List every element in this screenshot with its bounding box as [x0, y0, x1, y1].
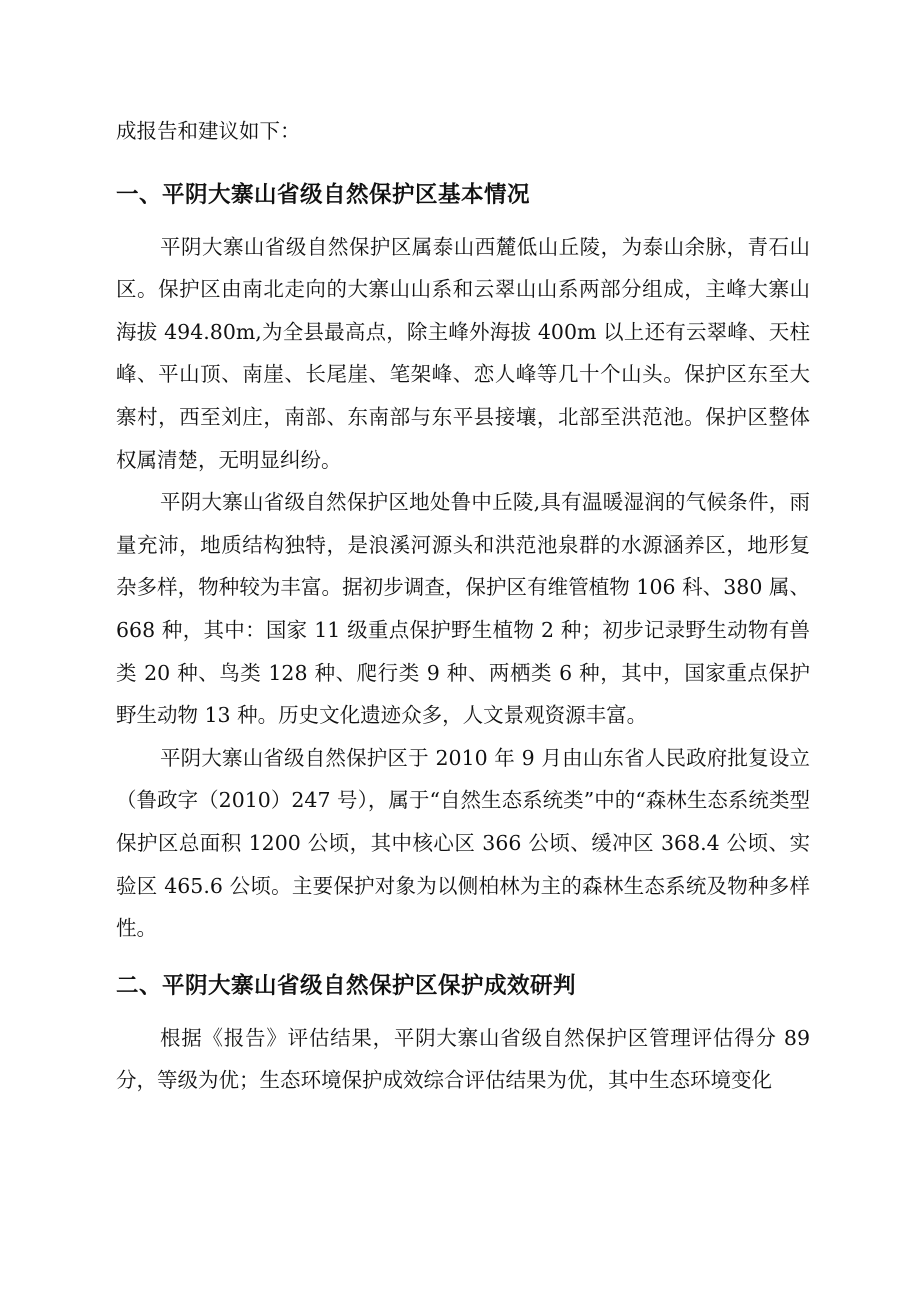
paragraph-establishment: 平阴大寨山省级自然保护区于 2010 年 9 月由山东省人民政府批复设立（鲁政字（2010）247 号），属于“自然生态系统类”中的“森林生态系统类型保护区总面积 1200 公顷，其中核心区 366 公顷、缓冲区 368.4 公顷、实验区 465.6 公顷。主要保护对象为以侧柏林为主的森林生态系统及物种多样性。 — [116, 745, 810, 941]
section-heading-basic-info: 一、平阴大寨山省级自然保护区基本情况 — [116, 181, 531, 208]
document-body — [116, 110, 810, 1102]
lead-text: 成报告和建议如下： — [116, 119, 301, 143]
paragraph-evaluation: 根据《报告》评估结果，平阴大寨山省级自然保护区管理评估得分 89 分，等级为优；生态环境保护成效综合评估结果为优，其中生态环境变化 — [116, 1025, 810, 1093]
paragraph-biodiversity: 平阴大寨山省级自然保护区地处鲁中丘陵,具有温暖湿润的气候条件，雨量充沛，地质结构独特，是浪溪河源头和洪范池泉群的水源涵养区，地形复杂多样，物种较为丰富。据初步调查，保护区有维管植物 106 科、380 属、668 种，其中：国家 11 级重点保护野生植物 2 种；初步记录野生动物有兽类 20 种、鸟类 128 种、爬行类 9 种、两栖类 6 种，其中，国家重点保护野生动物 13 种。历史文化遗迹众多，人文景观资源丰富。 — [116, 490, 810, 728]
paragraph-location: 平阴大寨山省级自然保护区属泰山西麓低山丘陵，为泰山余脉，青石山区。保护区由南北走向的大寨山山系和云翠山山系两部分组成，主峰大寨山海拔 494.80m,为全县最高点，除主峰外海拔 400m 以上还有云翠峰、天柱峰、平山顶、南崖、长尾崖、笔架峰、恋人峰等几十个山头。保护区东至大寨村，西至刘庄，南部、东南部与东平县接壤，北部至洪范池。保护区整体权属清楚，无明显纠纷。 — [116, 234, 810, 472]
section-heading-protection-effect: 二、平阴大寨山省级自然保护区保护成效研判 — [116, 972, 577, 999]
